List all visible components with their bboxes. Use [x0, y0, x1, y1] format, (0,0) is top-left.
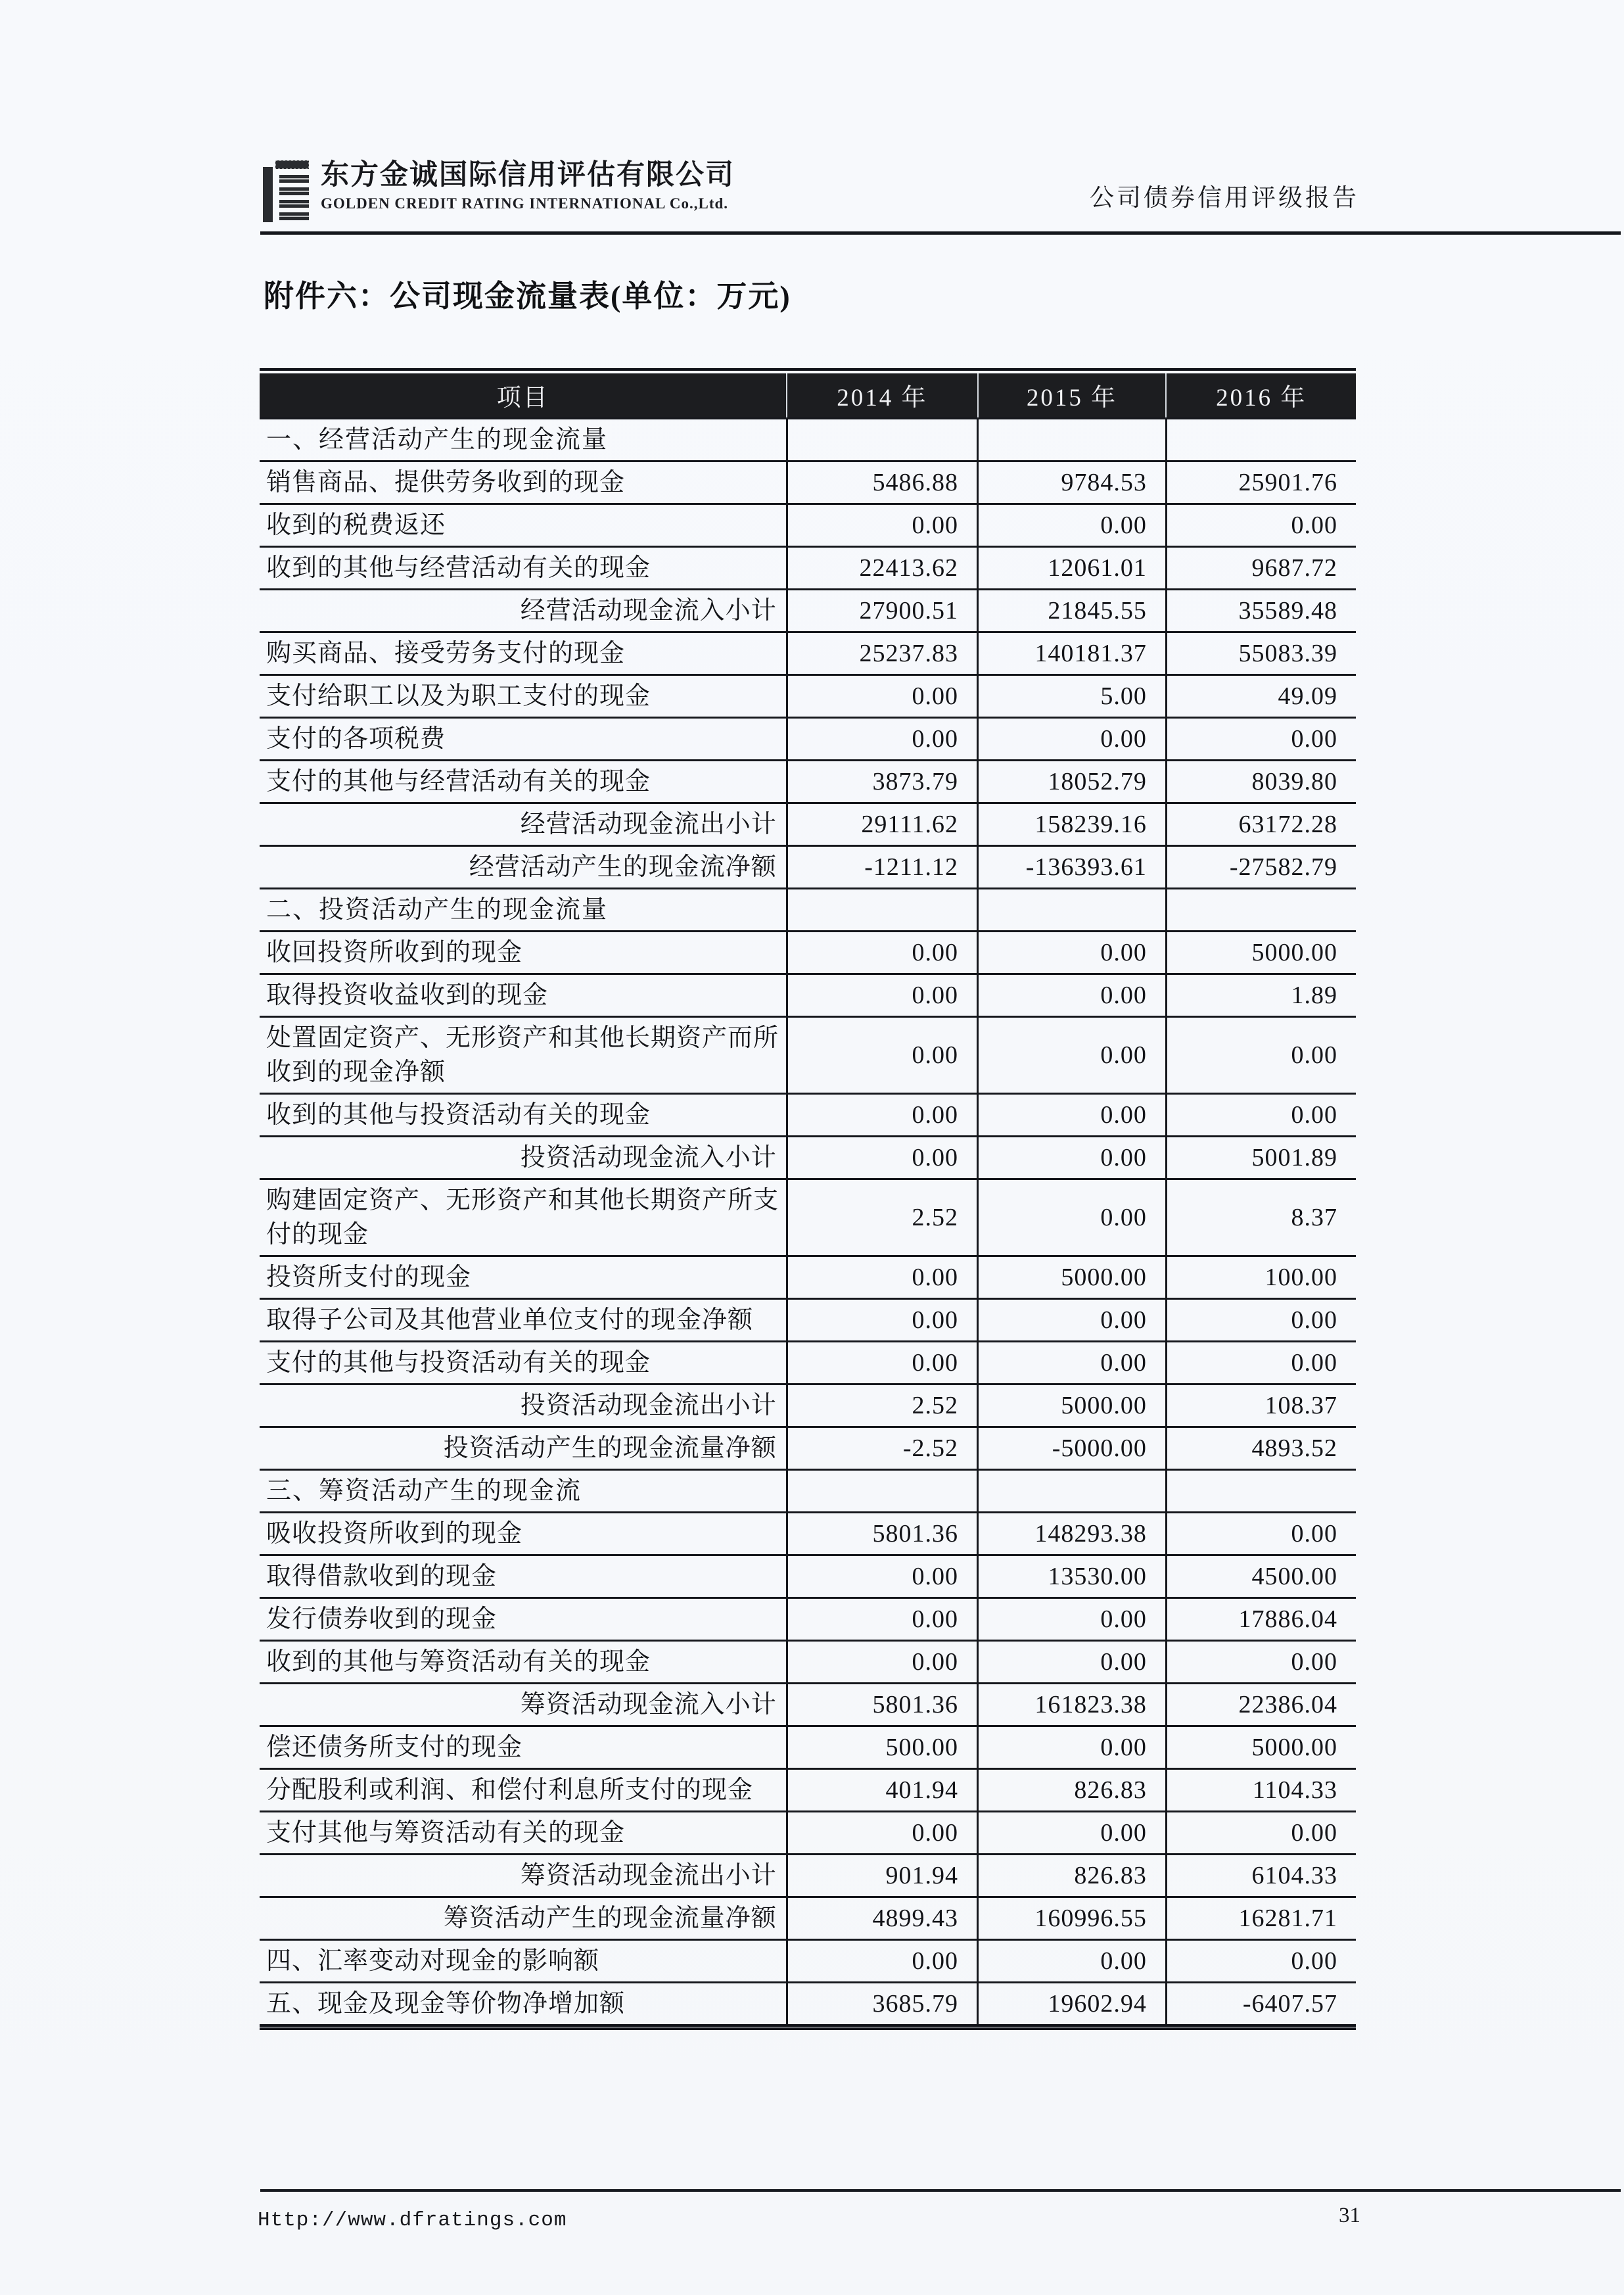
row-label: 筹资活动产生的现金流量净额: [260, 1897, 787, 1939]
table-row: [260, 546, 1356, 589]
cell-value: 13530.00: [978, 1555, 1167, 1597]
header-divider: [260, 231, 1621, 235]
cell-value: 0.00: [787, 931, 977, 974]
cell-value: 5000.00: [978, 1256, 1167, 1298]
cell-value: [1166, 1469, 1356, 1512]
row-label: 筹资活动现金流出小计: [260, 1854, 787, 1897]
row-label: 收到的税费返还: [260, 504, 787, 546]
cell-value: 158239.16: [978, 803, 1167, 845]
cell-value: 500.00: [787, 1726, 977, 1768]
cell-value: -2.52: [787, 1427, 977, 1469]
table-row: [260, 504, 1356, 546]
cell-value: 5801.36: [787, 1512, 977, 1555]
page-header: [262, 159, 1359, 222]
company-name-english: GOLDEN CREDIT RATING INTERNATIONAL Co.,Ltd.: [321, 195, 729, 212]
cell-value: 0.00: [978, 1298, 1167, 1341]
cell-value: 9687.72: [1166, 546, 1356, 589]
table-row: [260, 1179, 1356, 1256]
cell-value: [787, 1469, 977, 1512]
cell-value: 0.00: [787, 1256, 977, 1298]
table-row: [260, 1427, 1356, 1469]
company-logo: [262, 159, 735, 222]
cell-value: 25237.83: [787, 632, 977, 674]
cell-value: 0.00: [1166, 1640, 1356, 1683]
cell-value: 0.00: [978, 1341, 1167, 1384]
cell-value: 22413.62: [787, 546, 977, 589]
cell-value: 0.00: [978, 1726, 1167, 1768]
cell-value: 0.00: [787, 974, 977, 1016]
cell-value: 5001.89: [1166, 1136, 1356, 1179]
cell-value: 0.00: [787, 717, 977, 760]
cell-value: 1104.33: [1166, 1768, 1356, 1811]
cell-value: 29111.62: [787, 803, 977, 845]
row-label: 支付给职工以及为职工支付的现金: [260, 674, 787, 717]
company-name-block: [321, 159, 735, 212]
table-row: [260, 461, 1356, 504]
cell-value: 0.00: [1166, 1939, 1356, 1982]
cell-value: 0.00: [787, 1136, 977, 1179]
cell-value: 0.00: [1166, 1512, 1356, 1555]
cell-value: 0.00: [978, 931, 1167, 974]
cell-value: 5000.00: [1166, 1726, 1356, 1768]
row-label: 支付的其他与经营活动有关的现金: [260, 760, 787, 803]
table-row: [260, 1640, 1356, 1683]
cell-value: 826.83: [978, 1768, 1167, 1811]
column-header-item: 项目: [260, 373, 787, 418]
row-label: 取得子公司及其他营业单位支付的现金净额: [260, 1298, 787, 1341]
cell-value: [978, 418, 1167, 461]
cash-flow-table: [260, 373, 1356, 2024]
table-row: [260, 931, 1356, 974]
column-header-2014: 2014 年: [787, 373, 977, 418]
cash-flow-table-body: [260, 418, 1356, 2024]
cell-value: 161823.38: [978, 1683, 1167, 1726]
cell-value: 25901.76: [1166, 461, 1356, 504]
cell-value: 9784.53: [978, 461, 1167, 504]
row-label: 投资活动产生的现金流量净额: [260, 1427, 787, 1469]
cell-value: 16281.71: [1166, 1897, 1356, 1939]
table-row: [260, 1768, 1356, 1811]
row-label: 投资所支付的现金: [260, 1256, 787, 1298]
cell-value: 901.94: [787, 1854, 977, 1897]
company-logo-icon: [262, 159, 310, 222]
row-label: 销售商品、提供劳务收到的现金: [260, 461, 787, 504]
cell-value: -5000.00: [978, 1427, 1167, 1469]
cell-value: 160996.55: [978, 1897, 1167, 1939]
table-row: [260, 1256, 1356, 1298]
cell-value: 5801.36: [787, 1683, 977, 1726]
cell-value: 5486.88: [787, 461, 977, 504]
cell-value: 0.00: [787, 1811, 977, 1854]
cell-value: 0.00: [978, 974, 1167, 1016]
cell-value: 0.00: [787, 1597, 977, 1640]
row-label: 收回投资所收到的现金: [260, 931, 787, 974]
row-label: 二、投资活动产生的现金流量: [260, 888, 787, 931]
report-type-title: 公司债券信用评级报告: [1090, 185, 1359, 212]
cell-value: 0.00: [978, 1597, 1167, 1640]
row-label: 一、经营活动产生的现金流量: [260, 418, 787, 461]
cell-value: 140181.37: [978, 632, 1167, 674]
table-bottom-rule: [260, 2024, 1356, 2030]
table-header-row: [260, 373, 1356, 418]
cell-value: 18052.79: [978, 760, 1167, 803]
table-row: [260, 1897, 1356, 1939]
cell-value: [978, 888, 1167, 931]
cell-value: 0.00: [978, 1939, 1167, 1982]
table-top-rule: [260, 368, 1356, 373]
cell-value: 0.00: [1166, 1016, 1356, 1093]
row-label: 投资活动现金流入小计: [260, 1136, 787, 1179]
table-row: [260, 589, 1356, 632]
cell-value: 0.00: [978, 504, 1167, 546]
cell-value: 0.00: [978, 1093, 1167, 1136]
cell-value: 5000.00: [978, 1384, 1167, 1427]
table-row: [260, 1811, 1356, 1854]
row-label: 收到的其他与经营活动有关的现金: [260, 546, 787, 589]
row-label: 经营活动产生的现金流净额: [260, 845, 787, 888]
page-title: 附件六：公司现金流量表(单位：万元): [264, 279, 791, 313]
cell-value: 401.94: [787, 1768, 977, 1811]
column-header-2015: 2015 年: [978, 373, 1167, 418]
row-label: 支付的各项税费: [260, 717, 787, 760]
cell-value: 826.83: [978, 1854, 1167, 1897]
cell-value: [1166, 888, 1356, 931]
cell-value: 5000.00: [1166, 931, 1356, 974]
table-header: [260, 373, 1356, 418]
cell-value: 0.00: [978, 1640, 1167, 1683]
cell-value: 27900.51: [787, 589, 977, 632]
table-row: [260, 888, 1356, 931]
cell-value: 0.00: [787, 1640, 977, 1683]
cell-value: 2.52: [787, 1384, 977, 1427]
cell-value: 0.00: [1166, 1341, 1356, 1384]
cell-value: 0.00: [787, 674, 977, 717]
table-row: [260, 1982, 1356, 2024]
row-label: 经营活动现金流入小计: [260, 589, 787, 632]
cell-value: 55083.39: [1166, 632, 1356, 674]
table-row: [260, 1939, 1356, 1982]
cell-value: 49.09: [1166, 674, 1356, 717]
table-row: [260, 803, 1356, 845]
row-label: 投资活动现金流出小计: [260, 1384, 787, 1427]
row-label: 购建固定资产、无形资产和其他长期资产所支付的现金: [260, 1179, 787, 1256]
row-label: 发行债券收到的现金: [260, 1597, 787, 1640]
cell-value: 0.00: [787, 1555, 977, 1597]
cash-flow-table-block: [260, 368, 1356, 2030]
row-label: 吸收投资所收到的现金: [260, 1512, 787, 1555]
row-label: 购买商品、接受劳务支付的现金: [260, 632, 787, 674]
cell-value: -1211.12: [787, 845, 977, 888]
cell-value: 0.00: [1166, 504, 1356, 546]
cell-value: 0.00: [1166, 1811, 1356, 1854]
row-label: 筹资活动现金流入小计: [260, 1683, 787, 1726]
table-row: [260, 1555, 1356, 1597]
cell-value: 21845.55: [978, 589, 1167, 632]
row-label: 偿还债务所支付的现金: [260, 1726, 787, 1768]
row-label: 三、筹资活动产生的现金流: [260, 1469, 787, 1512]
cell-value: 8.37: [1166, 1179, 1356, 1256]
row-label: 支付其他与筹资活动有关的现金: [260, 1811, 787, 1854]
column-header-2016: 2016 年: [1166, 373, 1356, 418]
cell-value: -27582.79: [1166, 845, 1356, 888]
row-label: 经营活动现金流出小计: [260, 803, 787, 845]
cell-value: 2.52: [787, 1179, 977, 1256]
table-row: [260, 674, 1356, 717]
cell-value: 0.00: [787, 1093, 977, 1136]
table-row: [260, 1854, 1356, 1897]
table-row: [260, 1384, 1356, 1427]
cell-value: 0.00: [978, 1811, 1167, 1854]
cell-value: 1.89: [1166, 974, 1356, 1016]
table-row: [260, 974, 1356, 1016]
table-row: [260, 1726, 1356, 1768]
row-label: 取得投资收益收到的现金: [260, 974, 787, 1016]
table-row: [260, 717, 1356, 760]
cell-value: 35589.48: [1166, 589, 1356, 632]
cell-value: 0.00: [787, 1016, 977, 1093]
table-row: [260, 845, 1356, 888]
row-label: 分配股利或利润、和偿付利息所支付的现金: [260, 1768, 787, 1811]
cell-value: 148293.38: [978, 1512, 1167, 1555]
cell-value: 0.00: [1166, 1093, 1356, 1136]
cell-value: 63172.28: [1166, 803, 1356, 845]
cell-value: 19602.94: [978, 1982, 1167, 2024]
row-label: 收到的其他与筹资活动有关的现金: [260, 1640, 787, 1683]
row-label: 取得借款收到的现金: [260, 1555, 787, 1597]
cell-value: 5.00: [978, 674, 1167, 717]
cell-value: 0.00: [978, 1179, 1167, 1256]
cell-value: -136393.61: [978, 845, 1167, 888]
cell-value: 12061.01: [978, 546, 1167, 589]
cell-value: 3873.79: [787, 760, 977, 803]
cell-value: -6407.57: [1166, 1982, 1356, 2024]
cell-value: [787, 418, 977, 461]
table-row: [260, 1683, 1356, 1726]
cell-value: [787, 888, 977, 931]
row-label: 处置固定资产、无形资产和其他长期资产而所收到的现金净额: [260, 1016, 787, 1093]
table-row: [260, 632, 1356, 674]
cell-value: 0.00: [787, 504, 977, 546]
table-row: [260, 1298, 1356, 1341]
row-label: 五、现金及现金等价物净增加额: [260, 1982, 787, 2024]
footer-url: Http://www.dfratings.com: [258, 2209, 567, 2232]
cell-value: 3685.79: [787, 1982, 977, 2024]
cell-value: 17886.04: [1166, 1597, 1356, 1640]
cell-value: [978, 1469, 1167, 1512]
cell-value: 4893.52: [1166, 1427, 1356, 1469]
table-row: [260, 418, 1356, 461]
page-number: 31: [1339, 2204, 1360, 2227]
cell-value: 22386.04: [1166, 1683, 1356, 1726]
cell-value: 108.37: [1166, 1384, 1356, 1427]
cell-value: 0.00: [787, 1298, 977, 1341]
cell-value: 0.00: [978, 1136, 1167, 1179]
cell-value: 6104.33: [1166, 1854, 1356, 1897]
cell-value: 0.00: [787, 1341, 977, 1384]
cell-value: 0.00: [1166, 717, 1356, 760]
table-row: [260, 1136, 1356, 1179]
cell-value: 0.00: [978, 717, 1167, 760]
cell-value: 4899.43: [787, 1897, 977, 1939]
cell-value: 100.00: [1166, 1256, 1356, 1298]
cell-value: 0.00: [978, 1016, 1167, 1093]
table-row: [260, 1469, 1356, 1512]
row-label: 收到的其他与投资活动有关的现金: [260, 1093, 787, 1136]
cell-value: 4500.00: [1166, 1555, 1356, 1597]
cell-value: 8039.80: [1166, 760, 1356, 803]
row-label: 支付的其他与投资活动有关的现金: [260, 1341, 787, 1384]
cell-value: [1166, 418, 1356, 461]
table-row: [260, 1341, 1356, 1384]
table-row: [260, 1093, 1356, 1136]
company-name-chinese: 东方金诚国际信用评估有限公司: [321, 160, 735, 191]
cell-value: 0.00: [787, 1939, 977, 1982]
row-label: 四、汇率变动对现金的影响额: [260, 1939, 787, 1982]
table-row: [260, 1597, 1356, 1640]
footer-divider: [260, 2189, 1621, 2192]
table-row: [260, 760, 1356, 803]
table-row: [260, 1512, 1356, 1555]
table-row: [260, 1016, 1356, 1093]
cell-value: 0.00: [1166, 1298, 1356, 1341]
